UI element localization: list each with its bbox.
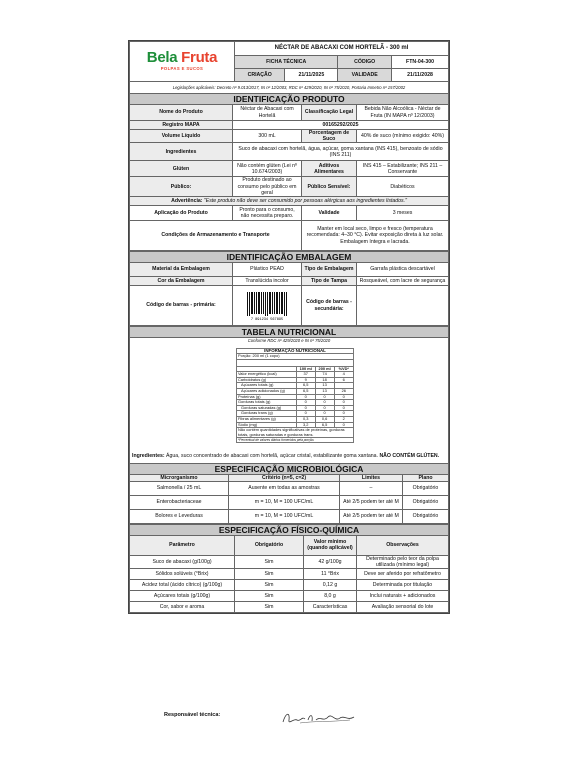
micro-row-cell-0: Bolores e Leveduras [130,509,229,523]
fisico-row-cell-3: Determinada por titulação [357,580,449,591]
codigo-label: CÓDIGO [338,56,392,69]
nutrition-row-cell-3: 0 [334,405,353,411]
nutrition-nao-contem: Não contém quantidades significativas de proteínas, gorduras totais, gorduras saturadas e gorduras trans. [237,428,354,438]
header-table [129,41,449,82]
publico-label: Público: [130,177,233,197]
nutrition-row-cell-2: 13 [315,389,334,395]
codigo-value: FTN-04-300 [392,56,449,69]
ingredients-label: Ingredientes: [132,453,165,460]
cor-label: Cor da Embalagem [130,277,233,286]
cor-value: Translúcida incolor [233,277,302,286]
barcode-cell [233,286,302,326]
classificacao-value: Bebida Não Alcoólica - Néctar de Fruta (IN MAPA nº 12/2003) [357,105,449,121]
nutrition-row-cell-0: Açúcares totais (g) [237,383,297,389]
fisico-row-cell-3: Deve ser aferido por refratômetro [357,569,449,580]
material-label: Material da Embalagem [130,263,233,277]
fisico-table [129,524,449,613]
volume-value: 300 mL [233,130,302,143]
fisico-row-cell-1: Sim [235,569,304,580]
nutrition-table [236,348,354,444]
aditivos-value: INS 415 – Estabilizante; INS 211 – Conservante [357,161,449,177]
fisico-row [130,580,449,591]
ficha-label: FICHA TÉCNICA [235,56,338,69]
packaging-table [129,251,449,326]
technical-sheet [128,40,450,614]
signature-image [280,708,360,728]
nutrition-row-cell-0: Açúcares adicionados (g) [237,389,297,395]
nutrition-row-cell-0: Gorduras trans (g) [237,411,297,417]
nutrition-row-cell-0: Fibras alimentares (g) [237,417,297,423]
legislation-note: Legislações aplicáveis: Decreto nº 9.013/2017, IN nº 12/2003, RDC nº 429/2020, IN nº 75/2020, Portaria Inmetro nº 157/2002 [129,82,449,93]
nutrition-row-cell-2: 0 [315,411,334,417]
fisico-row-cell-0: Suco de abacaxi (g/100g) [130,555,235,568]
nutricional-subtitle: Conforme RDC nº 429/2020 e IN nº 75/2020 [130,338,449,344]
section-title-identificacao: IDENTIFICAÇÃO PRODUTO [130,94,449,105]
section-title-nutricional: TABELA NUTRICIONAL [130,327,449,338]
micro-row [130,509,449,523]
nutrition-row-cell-2: 0 [315,400,334,406]
micro-row-cell-1: m = 10, M = 100 UFC/mL [229,509,340,523]
fisico-header-1: Obrigatório [235,535,304,555]
barras-secundaria-value [357,286,449,326]
fisico-row-cell-3: Determinado pelo teor da polpa utilizada (mínimo legal) [357,555,449,568]
nutrition-row-cell-2: 0 [315,405,334,411]
nutrition-row-cell-2: 6,5 [315,422,334,428]
barras-primaria-label: Código de barras - primária: [130,286,233,326]
barcode-image [245,291,289,321]
section-title-micro: ESPECIFICAÇÃO MICROBIOLÓGICA [130,463,449,474]
validade-prod-value: 3 meses [357,206,449,221]
product-id-table [129,93,449,251]
barras-secundaria-label: Código de barras - secundária: [302,286,357,326]
fisico-row-cell-2: 8,0 g [304,591,357,602]
nutrition-row-cell-0: Valor energético (kcal) [237,372,297,378]
nutrition-row-cell-1: 0 [296,400,315,406]
nutrition-row-cell-3: 6 [334,377,353,383]
nutrition-row-cell-3: 2 [334,417,353,423]
nutrition-box-title: INFORMAÇÃO NUTRICIONAL [237,348,354,354]
aplicacao-label: Aplicação do Produto [130,206,233,221]
fisico-row-cell-0: Açúcares totais (g/100g) [130,591,235,602]
nutrition-spacer [237,359,354,366]
nutrition-row-cell-1: 0 [296,394,315,400]
nutrition-row-cell-0: Carboidratos (g) [237,377,297,383]
nutrition-row-cell-1: 9 [296,377,315,383]
tipo-embalagem-label: Tipo de Embalagem [302,263,357,277]
nutrition-porcao: Porção: 200 ml (1 copo) [237,354,354,360]
nutrition-row-cell-3: 0 [334,422,353,428]
micro-row-cell-2: Até 2/5 podem ter até M [340,495,403,509]
ingredients-paragraph [129,451,449,462]
gluten-statement: NÃO CONTÉM GLÚTEN. [379,453,440,460]
nutrition-row-cell-0: Sódio (mg) [237,422,297,428]
nutrition-wrapper [129,344,449,452]
responsavel-label: Responsável técnica: [164,712,221,718]
micro-row-cell-0: Salmonella / 25 mL [130,481,229,495]
fisico-row-cell-2: 0,12 g [304,580,357,591]
product-title: NÉCTAR DE ABACAXI COM HORTELÃ - 300 ml [235,42,449,56]
fisico-row-cell-2: Características [304,602,357,613]
nut-col-2: 200 ml [315,366,334,372]
publico-sensivel-value: Diabéticos [357,177,449,197]
nut-col-1: 100 ml [296,366,315,372]
porcentagem-value: 40% de suco (mínimo exigido: 40%) [357,130,449,143]
barcode-number: 7 891234 567895 [250,317,284,321]
condicoes-value: Manter em local seco, limpo e fresco (temperatura recomendada: 4–30 °C). Evitar exposição direta à luz solar. Embalagem íntegra e lacrada. [302,221,449,251]
brand-accent: Fruta [181,49,218,67]
fisico-row [130,591,449,602]
micro-row-cell-2: Até 2/5 podem ter até M [340,509,403,523]
validade-prod-label: Validade [302,206,357,221]
fisico-row-cell-0: Sólidos solúveis (°Brix) [130,569,235,580]
micro-header-3: Plano [403,474,449,481]
fisico-row-cell-0: Cor, sabor e aroma [130,602,235,613]
criacao-label: CRIAÇÃO [235,69,285,82]
volume-label: Volume Líquido [130,130,233,143]
fisico-row-cell-2: 11 °Brix [304,569,357,580]
brand-subtitle: POLPAS E SUCOS [160,66,204,72]
micro-header-2: Limites [340,474,403,481]
fisico-rows [130,555,449,612]
nutrition-footnote: *Percentual de valores diários fornecidos pela porção. [237,438,354,443]
nutrition-row-cell-1: 37 [296,372,315,378]
fisico-header-0: Parâmetro [130,535,235,555]
advertencia-label: Advertência: [171,197,203,204]
nutrition-row-cell-2: 74 [315,372,334,378]
nutrition-row-cell-3: 0 [334,400,353,406]
validade-label: VALIDADE [338,69,392,82]
gluten-label: Glúten [130,161,233,177]
nutrition-row-cell-1: 6,5 [296,389,315,395]
fisico-row-cell-2: 42 g/100g [304,555,357,568]
brand-logo [130,42,235,82]
aditivos-label: Aditivos Alimentares [302,161,357,177]
tampa-value: Rosqueável, com lacre de segurança [357,277,449,286]
fisico-header-2: Valor mínimo (quando aplicável) [304,535,357,555]
micro-row-cell-3: Obrigatório [403,481,449,495]
aplicacao-value: Pronto para o consumo, não necessita preparo. [233,206,302,221]
brand-name: Bela [146,49,178,67]
ingredients-text: Água, suco concentrado de abacaxi com hortelã, açúcar cristal, estabilizante goma xantana. [166,453,378,460]
micro-row-cell-0: Enterobacteriaceae [130,495,229,509]
fisico-row-cell-3: Avaliação sensorial do lote [357,602,449,613]
fisico-row-cell-1: Sim [235,602,304,613]
nutrition-row-cell-3: 0 [334,411,353,417]
fisico-row-cell-0: Acidez total (ácido cítrico) (g/100g) [130,580,235,591]
micro-row [130,495,449,509]
condicoes-label: Condições de Armazenamento e Transporte [130,221,302,251]
nutrition-row-cell-3: 0 [334,394,353,400]
nome-value: Néctar de Abacaxi com Hortelã [233,105,302,121]
fisico-row [130,569,449,580]
nutrition-row-cell-1: 6,5 [296,383,315,389]
micro-row-cell-2: – [340,481,403,495]
fisico-row [130,602,449,613]
validade-value: 21/11/2028 [392,69,449,82]
micro-table [129,463,449,524]
gluten-value: Não contém glúten (Lei nº 10.674/2003) [233,161,302,177]
micro-row-cell-3: Obrigatório [403,495,449,509]
nutrition-row-cell-3: 26 [334,389,353,395]
publico-sensivel-label: Público Sensível: [302,177,357,197]
nutrition-row-cell-2: 0,6 [315,417,334,423]
nutrition-row-cell-2: 0 [315,394,334,400]
nutrition-row-cell-2: 13 [315,383,334,389]
micro-header-0: Microrganismo [130,474,229,481]
micro-header-1: Critério (n=5, c=2) [229,474,340,481]
nutrition-row-cell-0: Gorduras saturadas (g) [237,405,297,411]
micro-row-cell-1: m = 10, M = 100 UFC/mL [229,495,340,509]
fisico-header-3: Observações [357,535,449,555]
advertencia [130,197,449,206]
tipo-embalagem-value: Garrafa plástica descartável [357,263,449,277]
nut-col-3: %VD* [334,366,353,372]
nutrition-row-cell-1: 0 [296,405,315,411]
fisico-row-cell-1: Sim [235,580,304,591]
advertencia-value: "Este produto não deve ser consumido por pessoas alérgicas aos ingredientes listados." [203,197,407,204]
nome-label: Nome do Produto [130,105,233,121]
fisico-row-cell-3: Inclui naturais + adicionados [357,591,449,602]
micro-row-cell-1: Ausente em todas as amostras [229,481,340,495]
section-title-fisico: ESPECIFICAÇÃO FÍSICO-QUÍMICA [130,524,449,535]
nutrition-rows [237,372,354,428]
micro-rows [130,481,449,523]
material-value: Plástico PEAD [233,263,302,277]
nutrition-row-cell-1: 0,3 [296,417,315,423]
registro-label: Registro MAPA [130,121,233,130]
nutrition-row-cell-2: 18 [315,377,334,383]
nutrition-row-cell-1: 3,2 [296,422,315,428]
micro-row [130,481,449,495]
fisico-row-cell-1: Sim [235,591,304,602]
registro-value: 00165292/2025 [233,121,449,130]
ingredientes-label: Ingredientes [130,143,233,161]
criacao-value: 21/11/2025 [285,69,338,82]
fisico-row-cell-1: Sim [235,555,304,568]
classificacao-label: Classificação Legal [302,105,357,121]
micro-row-cell-3: Obrigatório [403,509,449,523]
nutrition-section-header [129,326,449,344]
nutrition-row-cell-3: 4 [334,372,353,378]
fisico-row [130,555,449,568]
nutrition-row-cell-1: 0 [296,411,315,417]
nutrition-row-cell-0: Proteínas (g) [237,394,297,400]
section-title-embalagem: IDENTIFICAÇÃO EMBALAGEM [130,252,449,263]
nutrition-row-cell-0: Gorduras totais (g) [237,400,297,406]
porcentagem-label: Porcentagem de Suco [302,130,357,143]
publico-value: Produto destinado ao consumo pelo público em geral [233,177,302,197]
tampa-label: Tipo de Tampa [302,277,357,286]
ingredientes-value: Suco de abacaxi com hortelã, água, açúcar, goma xantana (INS 415), benzoato de sódio (INS 211) [233,143,449,161]
